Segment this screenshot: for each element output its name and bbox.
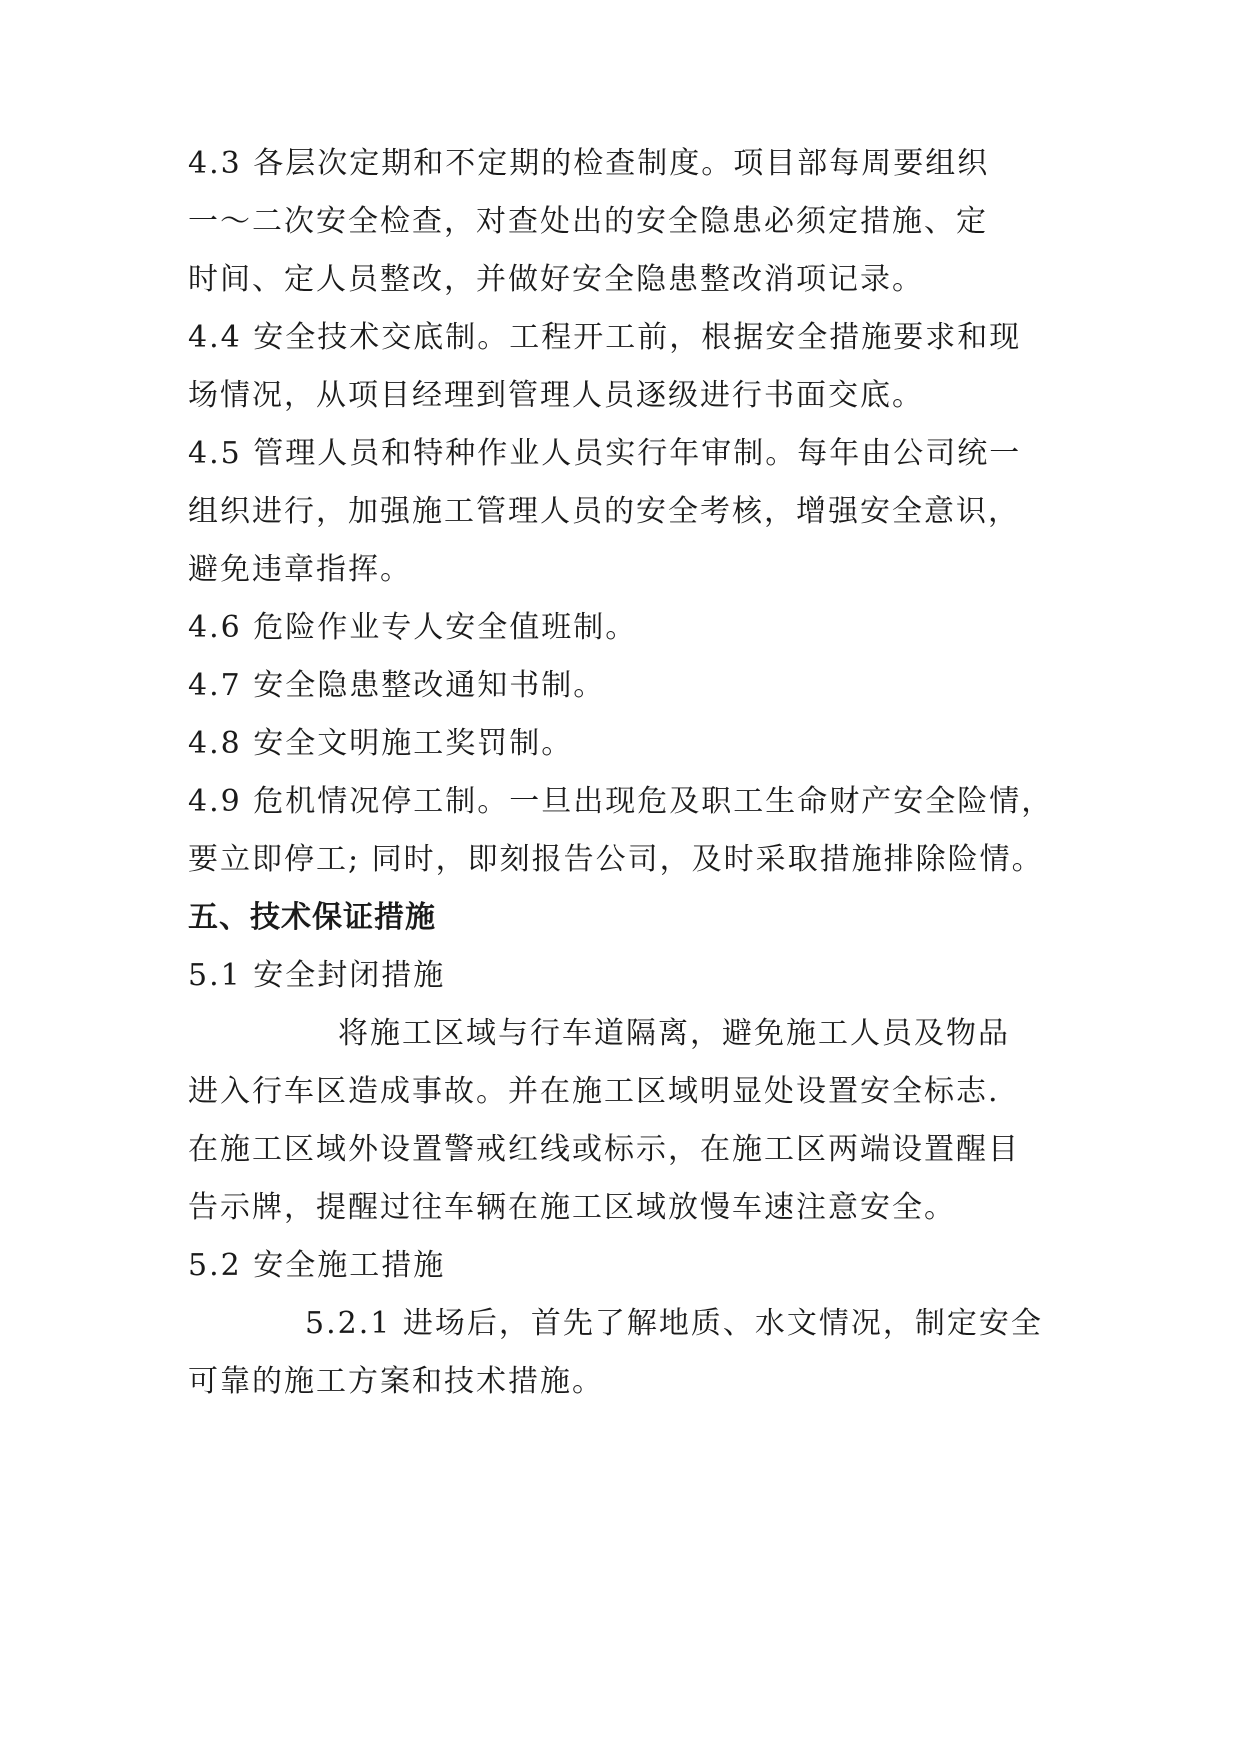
text-line-4-9-b: 要立即停工; 同时，即刻报告公司，及时采取措施排除险情。	[188, 842, 1044, 877]
text-line-5-1-c: 在施工区域外设置警戒红线或标示，在施工区两端设置醒目	[188, 1132, 1020, 1167]
text-line-4-3-c: 时间、定人员整改，并做好安全隐患整改消项记录。	[188, 262, 924, 297]
text-line-5-2-1-b: 可靠的施工方案和技术措施。	[188, 1364, 604, 1399]
text-line-5-1-d: 告示牌，提醒过往车辆在施工区域放慢车速注意安全。	[188, 1190, 956, 1225]
text-line-5-2-1-a: 5.2.1 进场后，首先了解地质、水文情况，制定安全	[305, 1306, 1043, 1341]
text-line-4-3-a: 4.3 各层次定期和不定期的检查制度。项目部每周要组织	[188, 146, 990, 181]
subsection-5-2-title: 5.2 安全施工措施	[188, 1248, 446, 1283]
text-line-5-1-b: 进入行车区造成事故。并在施工区域明显处设置安全标志.	[188, 1074, 1000, 1109]
text-line-4-8: 4.8 安全文明施工奖罚制。	[188, 726, 574, 761]
text-line-4-9-a: 4.9 危机情况停工制。一旦出现危及职工生命财产安全险情，	[188, 784, 1054, 819]
text-line-4-4-b: 场情况，从项目经理到管理人员逐级进行书面交底。	[188, 378, 924, 413]
text-line-4-3-b: 一～二次安全检查，对查处出的安全隐患必须定措施、定	[188, 204, 988, 239]
section-heading: 五、技术保证措施	[188, 900, 436, 935]
text-line-4-6: 4.6 危险作业专人安全值班制。	[188, 610, 638, 645]
text-line-5-1-a: 将施工区域与行车道隔离，避免施工人员及物品	[338, 1016, 1010, 1051]
text-line-4-7: 4.7 安全隐患整改通知书制。	[188, 668, 606, 703]
text-line-4-5-c: 避免违章指挥。	[188, 552, 412, 587]
text-line-4-4-a: 4.4 安全技术交底制。工程开工前，根据安全措施要求和现	[188, 320, 1022, 355]
subsection-5-1-title: 5.1 安全封闭措施	[188, 958, 446, 993]
text-line-4-5-a: 4.5 管理人员和特种作业人员实行年审制。每年由公司统一	[188, 436, 1022, 471]
text-line-4-5-b: 组织进行，加强施工管理人员的安全考核，增强安全意识，	[188, 494, 1020, 529]
